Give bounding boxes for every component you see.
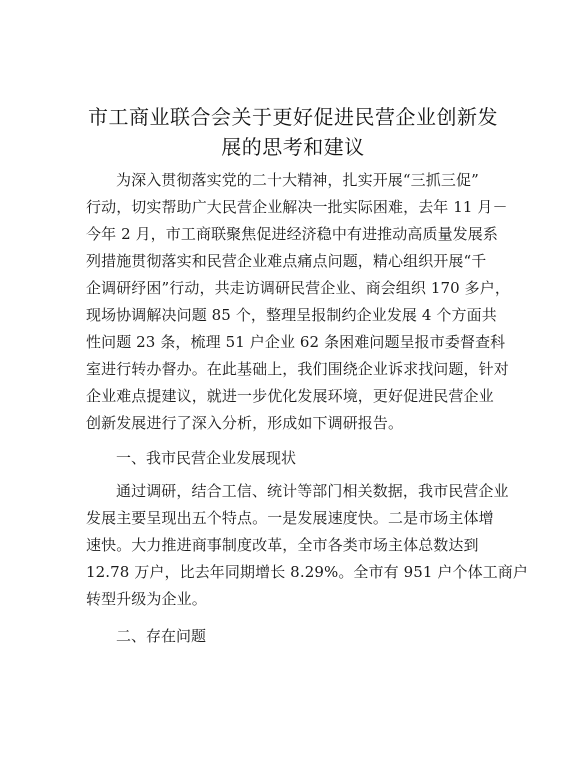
- section1-paragraph-line: 速快。大力推进商事制度改革，全市各类市场主体总数达到: [86, 536, 479, 554]
- intro-paragraph-line: 现场协调解决问题 85 个，整理呈报制约企业发展 4 个方面共: [86, 306, 497, 324]
- intro-paragraph-line: 性问题 23 条，梳理 51 户企业 62 条困难问题呈报市委督查科: [86, 333, 506, 351]
- intro-paragraph-line: 室进行转办督办。在此基础上，我们围绕企业诉求找问题，针对: [86, 360, 509, 378]
- section1-paragraph-line: 通过调研，结合工信、统计等部门相关数据，我市民营企业: [116, 482, 509, 500]
- intro-paragraph-line: 企业难点提建议，就进一步优化发展环境，更好促进民营企业: [86, 387, 494, 405]
- section-heading: 一、我市民营企业发展现状: [116, 449, 297, 467]
- intro-paragraph-line: 行动，切实帮助广大民营企业解决一批实际困难，去年 11 月－: [86, 198, 508, 216]
- document-title-line-2: 展的思考和建议: [221, 135, 365, 159]
- section1-paragraph-line: 12.78 万户，比去年同期增长 8.29%。全市有 951 户个体工商户: [86, 563, 528, 581]
- intro-paragraph-line: 创新发展进行了深入分析，形成如下调研报告。: [86, 414, 404, 432]
- section1-paragraph-line: 转型升级为企业。: [86, 590, 207, 608]
- intro-paragraph-line: 列措施贯彻落实和民营企业难点痛点问题，精心组织开展“千: [86, 252, 487, 270]
- section1-paragraph-line: 发展主要呈现出五个特点。一是发展速度快。二是市场主体增: [86, 509, 494, 527]
- section-heading: 二、存在问题: [116, 627, 207, 645]
- intro-paragraph-line: 企调研纾困”行动，共走访调研民营企业、商会组织 170 多户，: [86, 279, 510, 297]
- intro-paragraph-line: 今年 2 月，市工商联聚焦促进经济稳中有进推动高质量发展系: [86, 225, 498, 243]
- intro-paragraph-line: 为深入贯彻落实党的二十大精神，扎实开展“三抓三促”: [116, 171, 479, 189]
- document-title-line-1: 市工商业联合会关于更好促进民营企业创新发: [88, 105, 498, 129]
